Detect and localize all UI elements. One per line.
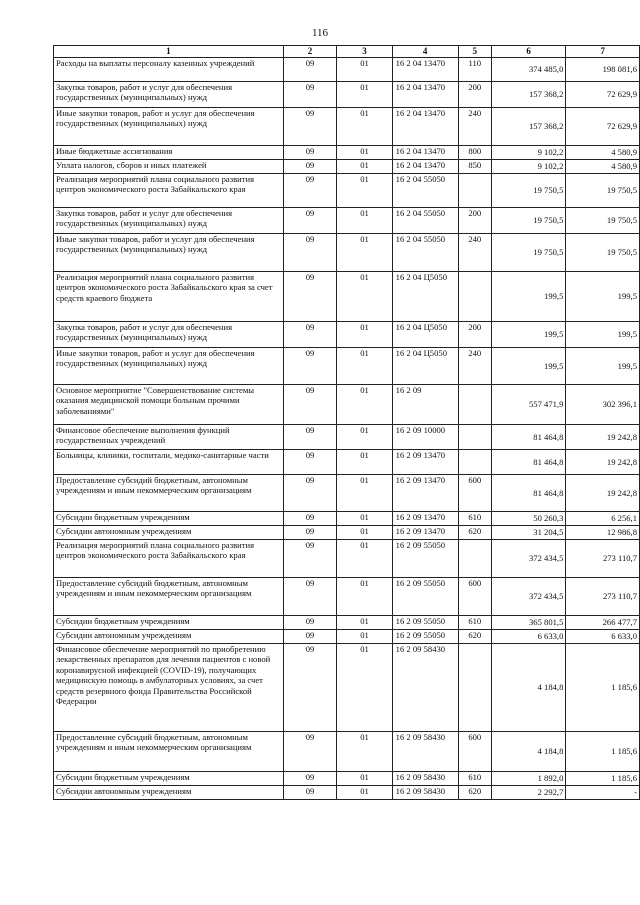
row-section: 09 <box>283 146 337 160</box>
row-section: 09 <box>283 208 337 234</box>
row-amount-2: 19 242,8 <box>566 475 640 512</box>
table-row <box>54 234 640 272</box>
row-subsection: 01 <box>337 786 392 800</box>
row-expense-type: 620 <box>458 786 491 800</box>
row-amount-1: 1 892,0 <box>491 772 565 786</box>
row-target-article: 16 2 04 13470 <box>392 160 458 174</box>
row-amount-1: 19 750,5 <box>491 208 565 234</box>
row-expense-type: 240 <box>458 234 491 272</box>
row-section: 09 <box>283 540 337 578</box>
table-row <box>54 174 640 208</box>
row-section: 09 <box>283 772 337 786</box>
row-amount-2: 19 242,8 <box>566 450 640 475</box>
row-name: Субсидии автономным учреждениям <box>54 786 284 800</box>
row-section: 09 <box>283 786 337 800</box>
row-section: 09 <box>283 160 337 174</box>
row-amount-2: 1 185,6 <box>566 732 640 772</box>
table-row <box>54 348 640 385</box>
row-subsection: 01 <box>337 644 392 732</box>
row-expense-type <box>458 644 491 732</box>
row-section: 09 <box>283 450 337 475</box>
row-amount-1: 50 260,3 <box>491 512 565 526</box>
row-amount-1: 19 750,5 <box>491 174 565 208</box>
row-amount-2: 199,5 <box>566 272 640 322</box>
row-name: Предоставление субсидий бюджетным, автономным учреждениям и иным некоммерческим организациям <box>54 578 284 616</box>
row-name: Основное мероприятие "Совершенствование системы оказания медицинской помощи больным прочими заболеваниями" <box>54 385 284 425</box>
budget-table <box>53 45 640 800</box>
row-section: 09 <box>283 512 337 526</box>
row-subsection: 01 <box>337 234 392 272</box>
row-amount-1: 81 464,8 <box>491 450 565 475</box>
row-subsection: 01 <box>337 58 392 82</box>
row-amount-2: 4 580,9 <box>566 146 640 160</box>
row-subsection: 01 <box>337 208 392 234</box>
row-name: Закупка товаров, работ и услуг для обеспечения государственных (муниципальных) нужд <box>54 82 284 108</box>
row-subsection: 01 <box>337 322 392 348</box>
row-name: Закупка товаров, работ и услуг для обеспечения государственных (муниципальных) нужд <box>54 208 284 234</box>
row-amount-2: 273 110,7 <box>566 540 640 578</box>
table-row <box>54 108 640 146</box>
row-expense-type: 200 <box>458 322 491 348</box>
row-target-article: 16 2 04 Ц5050 <box>392 348 458 385</box>
row-amount-2: 12 986,8 <box>566 526 640 540</box>
row-name: Субсидии автономным учреждениям <box>54 630 284 644</box>
header-col-7: 7 <box>566 46 640 58</box>
row-expense-type: 200 <box>458 208 491 234</box>
row-amount-1: 199,5 <box>491 348 565 385</box>
row-section: 09 <box>283 616 337 630</box>
table-row <box>54 644 640 732</box>
row-amount-1: 4 184,8 <box>491 732 565 772</box>
row-target-article: 16 2 09 10000 <box>392 425 458 450</box>
row-section: 09 <box>283 272 337 322</box>
row-subsection: 01 <box>337 272 392 322</box>
row-amount-1: 81 464,8 <box>491 425 565 450</box>
row-target-article: 16 2 04 13470 <box>392 108 458 146</box>
table-row <box>54 58 640 82</box>
row-amount-2: 6 633,0 <box>566 630 640 644</box>
row-name: Субсидии бюджетным учреждениям <box>54 512 284 526</box>
table-row <box>54 630 640 644</box>
row-target-article: 16 2 09 55050 <box>392 616 458 630</box>
row-expense-type <box>458 272 491 322</box>
row-expense-type: 620 <box>458 526 491 540</box>
row-name: Иные закупки товаров, работ и услуг для обеспечения государственных (муниципальных) нужд <box>54 108 284 146</box>
row-target-article: 16 2 09 55050 <box>392 578 458 616</box>
row-amount-2: 1 185,6 <box>566 772 640 786</box>
row-target-article: 16 2 04 Ц5050 <box>392 272 458 322</box>
row-section: 09 <box>283 425 337 450</box>
row-expense-type <box>458 174 491 208</box>
row-subsection: 01 <box>337 450 392 475</box>
row-expense-type: 110 <box>458 58 491 82</box>
row-target-article: 16 2 04 55050 <box>392 208 458 234</box>
row-target-article: 16 2 09 58430 <box>392 786 458 800</box>
row-expense-type: 800 <box>458 146 491 160</box>
row-section: 09 <box>283 732 337 772</box>
row-name: Реализация мероприятий плана социального развития центров экономического роста Забайкальского края <box>54 174 284 208</box>
row-expense-type: 600 <box>458 475 491 512</box>
row-target-article: 16 2 04 Ц5050 <box>392 322 458 348</box>
row-amount-1: 365 801,5 <box>491 616 565 630</box>
row-subsection: 01 <box>337 512 392 526</box>
row-name: Реализация мероприятий плана социального развития центров экономического роста Забайкальского края за счет средств краевого бюджета <box>54 272 284 322</box>
row-target-article: 16 2 09 58430 <box>392 772 458 786</box>
row-amount-2: 266 477,7 <box>566 616 640 630</box>
row-target-article: 16 2 09 58430 <box>392 644 458 732</box>
row-section: 09 <box>283 578 337 616</box>
row-subsection: 01 <box>337 540 392 578</box>
row-name: Расходы на выплаты персоналу казенных учреждений <box>54 58 284 82</box>
header-col-1: 1 <box>54 46 284 58</box>
row-subsection: 01 <box>337 425 392 450</box>
row-amount-1: 6 633,0 <box>491 630 565 644</box>
row-name: Иные закупки товаров, работ и услуг для обеспечения государственных (муниципальных) нужд <box>54 234 284 272</box>
row-name: Больницы, клиники, госпитали, медико-санитарные части <box>54 450 284 475</box>
row-name: Реализация мероприятий плана социального развития центров экономического роста Забайкальского края <box>54 540 284 578</box>
table-row <box>54 208 640 234</box>
row-section: 09 <box>283 385 337 425</box>
row-amount-2: 4 580,9 <box>566 160 640 174</box>
table-row <box>54 322 640 348</box>
table-row <box>54 385 640 425</box>
row-amount-2: 273 110,7 <box>566 578 640 616</box>
row-expense-type <box>458 540 491 578</box>
row-target-article: 16 2 04 55050 <box>392 234 458 272</box>
row-amount-1: 31 204,5 <box>491 526 565 540</box>
row-expense-type <box>458 425 491 450</box>
row-amount-2: 199,5 <box>566 322 640 348</box>
row-expense-type: 610 <box>458 512 491 526</box>
row-section: 09 <box>283 58 337 82</box>
row-subsection: 01 <box>337 108 392 146</box>
header-col-4: 4 <box>392 46 458 58</box>
header-col-3: 3 <box>337 46 392 58</box>
table-row <box>54 82 640 108</box>
row-expense-type: 610 <box>458 772 491 786</box>
row-subsection: 01 <box>337 578 392 616</box>
row-section: 09 <box>283 82 337 108</box>
row-subsection: 01 <box>337 772 392 786</box>
header-col-2: 2 <box>283 46 337 58</box>
row-name: Субсидии автономным учреждениям <box>54 526 284 540</box>
row-amount-2: 1 185,6 <box>566 644 640 732</box>
row-amount-2: 198 081,6 <box>566 58 640 82</box>
table-row <box>54 146 640 160</box>
row-amount-1: 374 485,0 <box>491 58 565 82</box>
row-section: 09 <box>283 348 337 385</box>
row-subsection: 01 <box>337 732 392 772</box>
header-col-6: 6 <box>491 46 565 58</box>
row-amount-2: - <box>566 786 640 800</box>
row-name: Финансовое обеспечение мероприятий по приобретению лекарственных препаратов для лечения пациентов с новой коронавирусной инфекцией (COVID-19), получающих медицинскую помощь в амбулаторных условиях, за счет средств резервного фонда Правительства Российской Федерации <box>54 644 284 732</box>
row-name: Финансовое обеспечение выполнения функций государственных учреждений <box>54 425 284 450</box>
row-target-article: 16 2 09 13470 <box>392 475 458 512</box>
row-subsection: 01 <box>337 475 392 512</box>
row-amount-2: 19 750,5 <box>566 208 640 234</box>
header-col-5: 5 <box>458 46 491 58</box>
table-row <box>54 160 640 174</box>
row-target-article: 16 2 04 13470 <box>392 82 458 108</box>
row-target-article: 16 2 04 55050 <box>392 174 458 208</box>
row-amount-2: 6 256,1 <box>566 512 640 526</box>
row-subsection: 01 <box>337 160 392 174</box>
row-expense-type: 850 <box>458 160 491 174</box>
row-amount-2: 72 629,9 <box>566 82 640 108</box>
row-subsection: 01 <box>337 526 392 540</box>
row-name: Субсидии бюджетным учреждениям <box>54 772 284 786</box>
row-name: Уплата налогов, сборов и иных платежей <box>54 160 284 174</box>
table-row <box>54 578 640 616</box>
row-target-article: 16 2 09 58430 <box>392 732 458 772</box>
table-row <box>54 272 640 322</box>
row-amount-2: 19 750,5 <box>566 174 640 208</box>
table-row <box>54 616 640 630</box>
row-subsection: 01 <box>337 385 392 425</box>
row-amount-1: 2 292,7 <box>491 786 565 800</box>
row-section: 09 <box>283 174 337 208</box>
row-target-article: 16 2 04 13470 <box>392 146 458 160</box>
row-expense-type: 600 <box>458 732 491 772</box>
row-section: 09 <box>283 526 337 540</box>
row-subsection: 01 <box>337 348 392 385</box>
row-expense-type <box>458 450 491 475</box>
row-amount-1: 557 471,9 <box>491 385 565 425</box>
row-amount-1: 19 750,5 <box>491 234 565 272</box>
row-section: 09 <box>283 644 337 732</box>
row-amount-1: 4 184,8 <box>491 644 565 732</box>
row-amount-2: 199,5 <box>566 348 640 385</box>
row-expense-type <box>458 385 491 425</box>
table-row <box>54 786 640 800</box>
row-amount-2: 72 629,9 <box>566 108 640 146</box>
row-amount-1: 372 434,5 <box>491 540 565 578</box>
row-amount-1: 81 464,8 <box>491 475 565 512</box>
row-target-article: 16 2 09 55050 <box>392 630 458 644</box>
row-section: 09 <box>283 108 337 146</box>
row-subsection: 01 <box>337 174 392 208</box>
row-section: 09 <box>283 475 337 512</box>
row-amount-1: 372 434,5 <box>491 578 565 616</box>
row-amount-1: 199,5 <box>491 272 565 322</box>
row-section: 09 <box>283 234 337 272</box>
table-row <box>54 475 640 512</box>
row-target-article: 16 2 09 13470 <box>392 526 458 540</box>
row-amount-1: 157 368,2 <box>491 82 565 108</box>
row-name: Предоставление субсидий бюджетным, автономным учреждениям и иным некоммерческим организациям <box>54 732 284 772</box>
page-number: 116 <box>311 27 329 39</box>
row-expense-type: 610 <box>458 616 491 630</box>
row-expense-type: 600 <box>458 578 491 616</box>
row-amount-2: 19 242,8 <box>566 425 640 450</box>
row-subsection: 01 <box>337 630 392 644</box>
row-section: 09 <box>283 322 337 348</box>
row-amount-1: 199,5 <box>491 322 565 348</box>
row-expense-type: 620 <box>458 630 491 644</box>
row-target-article: 16 2 09 <box>392 385 458 425</box>
table-row <box>54 772 640 786</box>
row-name: Предоставление субсидий бюджетным, автономным учреждениям и иным некоммерческим организациям <box>54 475 284 512</box>
row-amount-1: 9 102,2 <box>491 146 565 160</box>
row-target-article: 16 2 09 55050 <box>392 540 458 578</box>
row-subsection: 01 <box>337 146 392 160</box>
row-target-article: 16 2 04 13470 <box>392 58 458 82</box>
row-target-article: 16 2 09 13470 <box>392 450 458 475</box>
table-row <box>54 732 640 772</box>
row-target-article: 16 2 09 13470 <box>392 512 458 526</box>
row-amount-2: 302 396,1 <box>566 385 640 425</box>
row-name: Закупка товаров, работ и услуг для обеспечения государственных (муниципальных) нужд <box>54 322 284 348</box>
row-amount-2: 19 750,5 <box>566 234 640 272</box>
table-row <box>54 425 640 450</box>
row-name: Иные бюджетные ассигнования <box>54 146 284 160</box>
row-subsection: 01 <box>337 82 392 108</box>
row-section: 09 <box>283 630 337 644</box>
row-subsection: 01 <box>337 616 392 630</box>
table-row <box>54 526 640 540</box>
row-name: Иные закупки товаров, работ и услуг для обеспечения государственных (муниципальных) нужд <box>54 348 284 385</box>
header-row <box>54 46 640 58</box>
row-expense-type: 240 <box>458 348 491 385</box>
table-row <box>54 540 640 578</box>
row-expense-type: 240 <box>458 108 491 146</box>
table-row <box>54 450 640 475</box>
row-expense-type: 200 <box>458 82 491 108</box>
table-row <box>54 512 640 526</box>
row-amount-1: 9 102,2 <box>491 160 565 174</box>
row-amount-1: 157 368,2 <box>491 108 565 146</box>
row-name: Субсидии бюджетным учреждениям <box>54 616 284 630</box>
